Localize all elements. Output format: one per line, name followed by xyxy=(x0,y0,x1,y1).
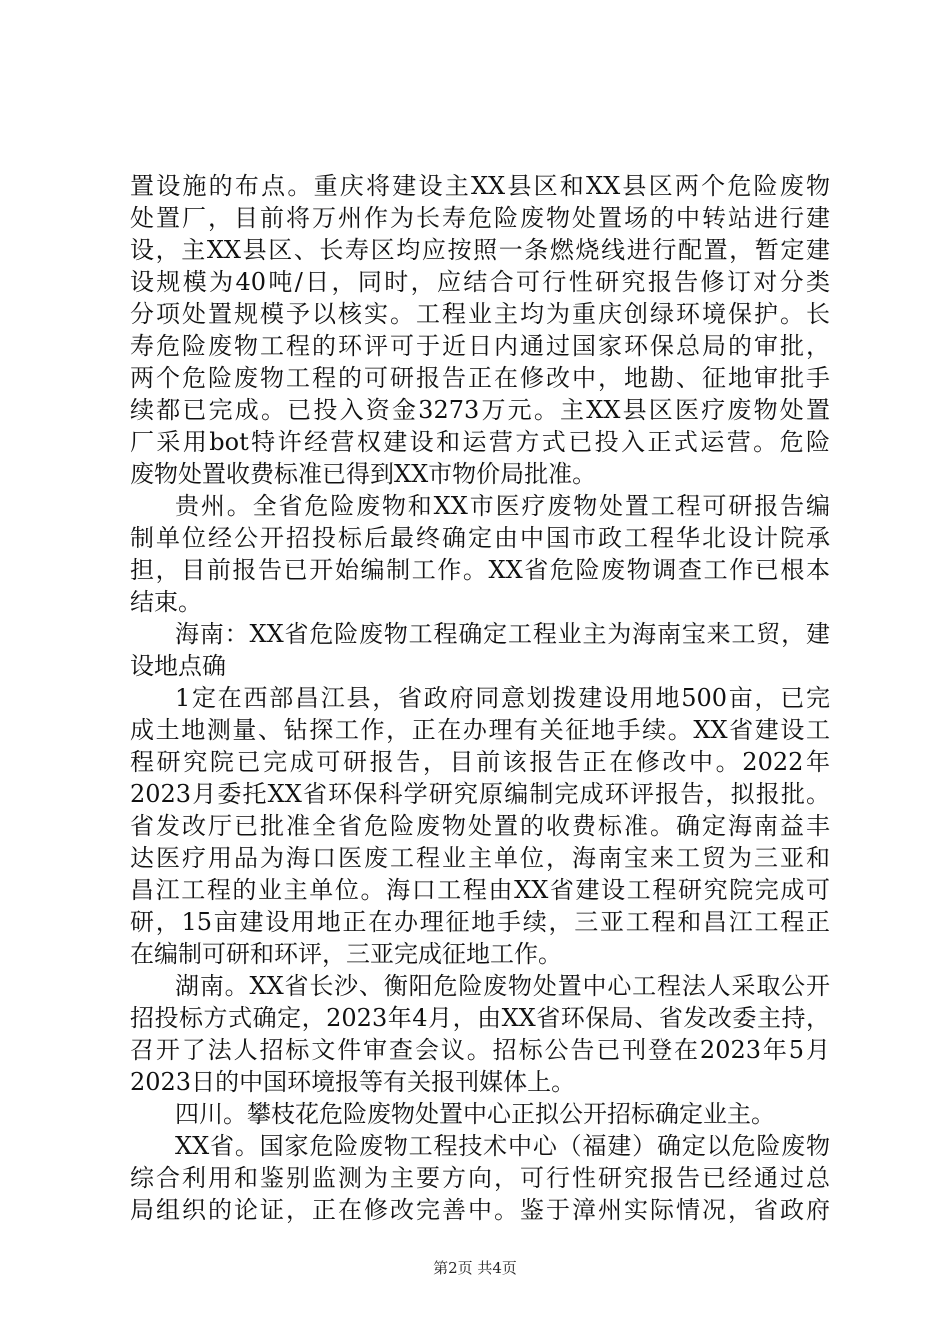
text-line: 结束。 xyxy=(130,588,202,616)
text-line: 设，主XX县区、长寿区均应按照一条燃烧线进行配置，暂定建 xyxy=(130,236,830,264)
text-line: 设规模为40吨/日，同时，应结合可行性研究报告修订对分类 xyxy=(130,268,830,296)
document-body xyxy=(130,170,830,1226)
text-line: 设地点确 xyxy=(130,652,226,680)
text-line: 分项处置规模予以核实。工程业主均为重庆创绿环境保护。长 xyxy=(130,300,830,328)
text-line: 担，目前报告已开始编制工作。XX省危险废物调查工作已根本 xyxy=(130,556,830,584)
text-line: 2023日的中国环境报等有关报刊媒体上。 xyxy=(130,1068,576,1096)
text-line: 2023月委托XX省环保科学研究原编制完成环评报告，拟报批。 xyxy=(130,780,830,808)
text-line: 置设施的布点。重庆将建设主XX县区和XX县区两个危险废物 xyxy=(130,172,830,200)
text-line: 湖南。XX省长沙、衡阳危险废物处置中心工程法人采取公开 xyxy=(175,972,830,1000)
text-line: 海南：XX省危险废物工程确定工程业主为海南宝来工贸，建 xyxy=(175,620,830,648)
text-line: 省发改厅已批准全省危险废物处置的收费标准。确定海南益丰 xyxy=(130,812,830,840)
text-line: 程研究院已完成可研报告，目前该报告正在修改中。2022年 xyxy=(130,748,830,776)
text-line: 贵州。全省危险废物和XX市医疗废物处置工程可研报告编 xyxy=(175,492,830,520)
text-line: XX省。国家危险废物工程技术中心（福建）确定以危险废物 xyxy=(175,1132,830,1160)
text-line: 达医疗用品为海口医废工程业主单位，海南宝来工贸为三亚和 xyxy=(130,844,830,872)
text-line: 招投标方式确定，2023年4月，由XX省环保局、省发改委主持， xyxy=(130,1004,830,1032)
text-line: 在编制可研和环评，三亚完成征地工作。 xyxy=(130,940,562,968)
text-line: 成土地测量、钻探工作，正在办理有关征地手续。XX省建设工 xyxy=(130,716,830,744)
text-line: 制单位经公开招投标后最终确定由中国市政工程华北设计院承 xyxy=(130,524,830,552)
text-line: 局组织的论证，正在修改完善中。鉴于漳州实际情况，省政府 xyxy=(130,1196,830,1224)
text-line: 寿危险废物工程的环评可于近日内通过国家环保总局的审批， xyxy=(130,332,830,360)
text-line: 厂采用bot特许经营权建设和运营方式已投入正式运营。危险 xyxy=(130,428,830,456)
page-footer: 第2页 共4页 xyxy=(433,1259,517,1277)
text-line: 研，15亩建设用地正在办理征地手续，三亚工程和昌江工程正 xyxy=(130,908,830,936)
text-line: 续都已完成。已投入资金3273万元。主XX县区医疗废物处置 xyxy=(130,396,830,424)
text-line: 召开了法人招标文件审查会议。招标公告已刊登在2023年5月 xyxy=(130,1036,830,1064)
text-line: 四川。攀枝花危险废物处置中心正拟公开招标确定业主。 xyxy=(175,1100,775,1128)
text-line: 昌江工程的业主单位。海口工程由XX省建设工程研究院完成可 xyxy=(130,876,830,904)
text-line: 处置厂，目前将万州作为长寿危险废物处置场的中转站进行建 xyxy=(130,204,830,232)
text-line: 废物处置收费标准已得到XX市物价局批准。 xyxy=(130,460,597,488)
text-line: 1定在西部昌江县，省政府同意划拨建设用地500亩，已完 xyxy=(175,684,830,712)
text-line: 综合利用和鉴别监测为主要方向，可行性研究报告已经通过总 xyxy=(130,1164,830,1192)
text-line: 两个危险废物工程的可研报告正在修改中，地勘、征地审批手 xyxy=(130,364,830,392)
